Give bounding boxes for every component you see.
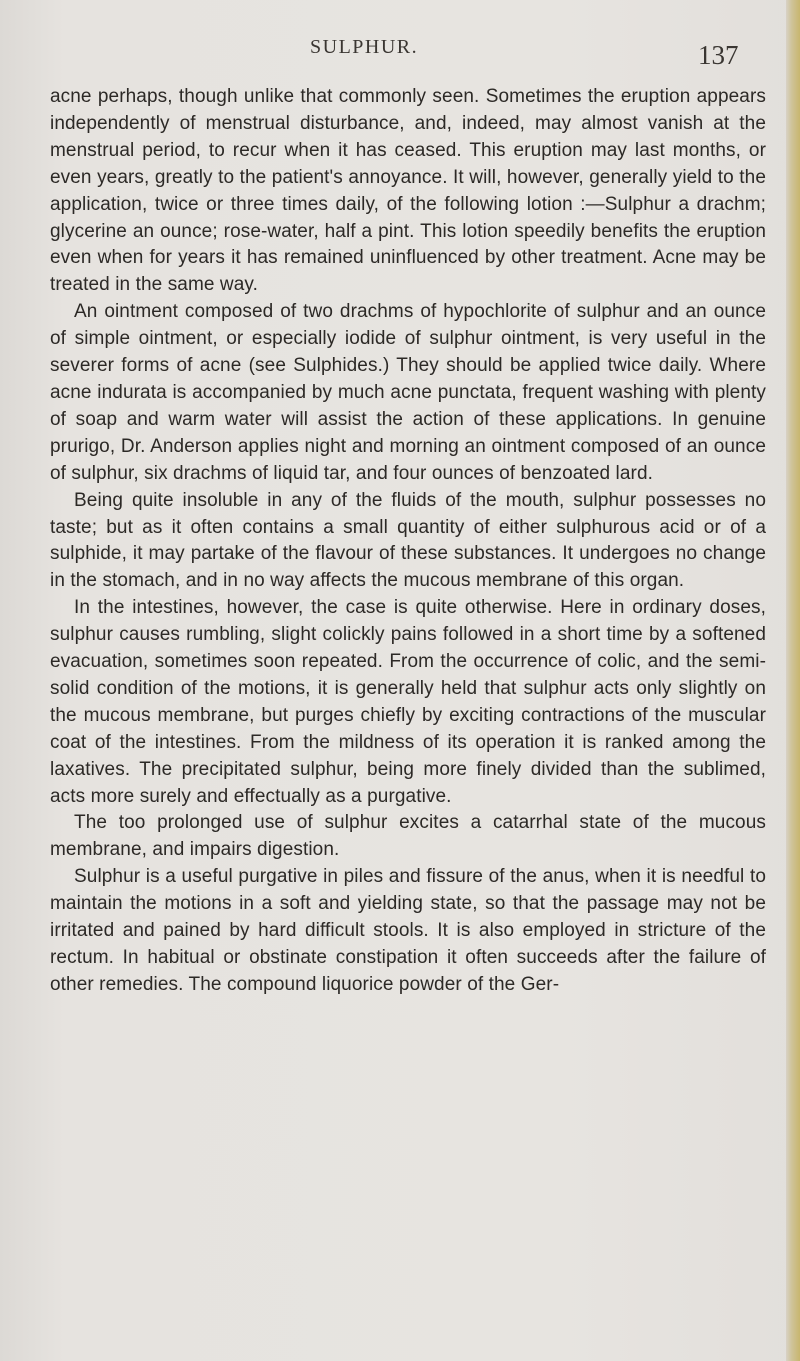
page-header bbox=[0, 30, 800, 70]
body-text bbox=[50, 84, 766, 999]
paragraph-intestines: In the intestines, however, the case is quite otherwise. Here in ordinary doses, sulphur causes rumbling, slight colickly pains followed in a short time by a softened evacuation, sometimes soon repeated. From the occurrence of colic, and the semi-solid condition of the motions, it is generally held that sulphur acts only slightly on the mucous membrane, but purges chiefly by exciting contractions of the muscular coat of the intestines. From the mildness of its operation it is ranked among the laxatives. The precipitated sulphur, being more finely divided than the sublimed, acts more surely and effectually as a purgative. bbox=[50, 597, 766, 807]
paragraph-prolonged-use: The too prolonged use of sulphur excites a catarrhal state of the mucous membrane, and impairs digestion. bbox=[50, 812, 766, 861]
paragraph-purgative-piles: Sulphur is a useful purgative in piles and fissure of the anus, when it is needful to maintain the motions in a soft and yielding state, so that the passage may not be irritated and pained by hard difficult stools. It is also employed in stricture of the rectum. In habitual or obstinate constipation it often succeeds after the failure of other remedies. The compound liquorice powder of the Ger- bbox=[50, 866, 766, 995]
page-edge bbox=[786, 0, 800, 1361]
page-number: 137 bbox=[698, 40, 739, 70]
paragraph-ointment: An ointment composed of two drachms of hypochlorite of sulphur and an ounce of simple ointment, or especially iodide of sulphur ointment, is very useful in the severer forms of acne (see Sulphides.) They should be applied twice daily. Where acne indurata is accompanied by much acne punctata, frequent washing with plenty of soap and warm water will assist the action of these applications. In genuine prurigo, Dr. Anderson applies night and morning an ointment composed of an ounce of sulphur, six drachms of liquid tar, and four ounces of benzoated lard. bbox=[50, 301, 766, 484]
running-head: SULPHUR. bbox=[310, 36, 419, 58]
paragraph-acne-lotion: acne perhaps, though unlike that commonly seen. Sometimes the eruption appears independently of menstrual disturbance, and, indeed, may almost vanish at the menstrual period, to recur when it has ceased. This eruption may last months, or even years, greatly to the patient's annoyance. It will, however, generally yield to the application, twice or three times daily, of the following lotion :—Sulphur a drachm; glycerine an ounce; rose-water, half a pint. This lotion speedily benefits the eruption even when for years it has remained uninfluenced by other treatment. Acne may be treated in the same way. bbox=[50, 86, 766, 296]
paragraph-taste: Being quite insoluble in any of the fluids of the mouth, sulphur possesses no taste; but as it often contains a small quantity of either sulphurous acid or of a sulphide, it may partake of the flavour of these substances. It undergoes no change in the stomach, and in no way affects the mucous membrane of this organ. bbox=[50, 489, 766, 592]
